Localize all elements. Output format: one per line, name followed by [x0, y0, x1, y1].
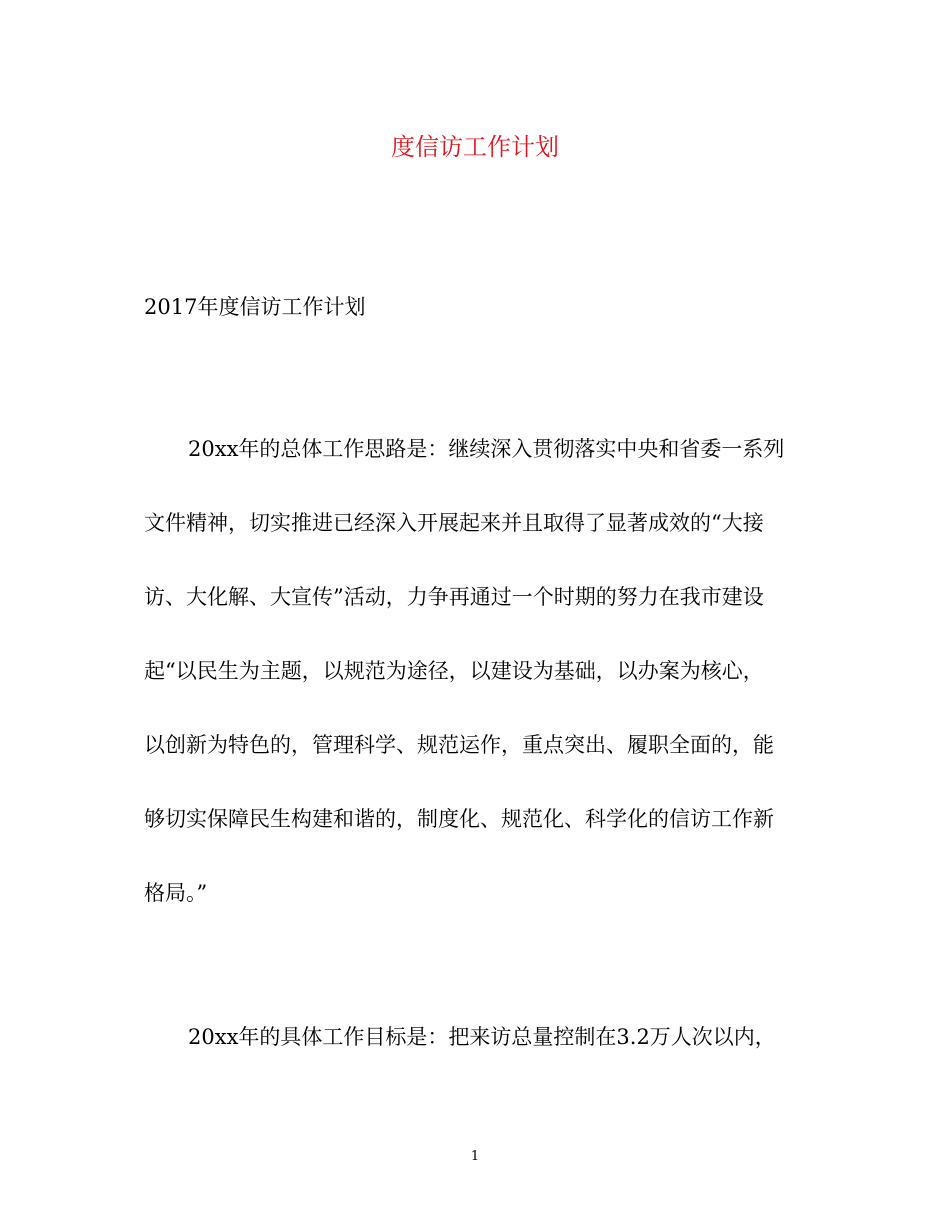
document-title: 度信访工作计划	[391, 133, 559, 161]
paragraph-specific-goals	[144, 1020, 824, 1094]
paragraph-line: 20xx年的具体工作目标是：把来访总量控制在3.2万人次以内，	[188, 1025, 776, 1049]
paragraph-line: 文件精神，切实推进已经深入开展起来并且取得了显著成效的“大接	[144, 511, 764, 535]
paragraph-line: 以创新为特色的，管理科学、规范运作，重点突出、履职全面的，能	[144, 733, 774, 757]
page-number: 1	[470, 1149, 480, 1164]
paragraph-overall-approach	[144, 432, 824, 950]
document-subtitle: 2017年度信访工作计划	[144, 295, 366, 319]
paragraph-line: 格局。”	[144, 881, 208, 905]
paragraph-line: 20xx年的总体工作思路是：继续深入贯彻落实中央和省委一系列	[188, 437, 785, 461]
paragraph-line: 起“以民生为主题，以规范为途径，以建设为基础，以办案为核心，	[144, 659, 764, 683]
paragraph-line: 访、大化解、大宣传”活动，力争再通过一个时期的努力在我市建设	[144, 585, 764, 609]
paragraph-line: 够切实保障民生构建和谐的，制度化、规范化、科学化的信访工作新	[144, 807, 774, 831]
